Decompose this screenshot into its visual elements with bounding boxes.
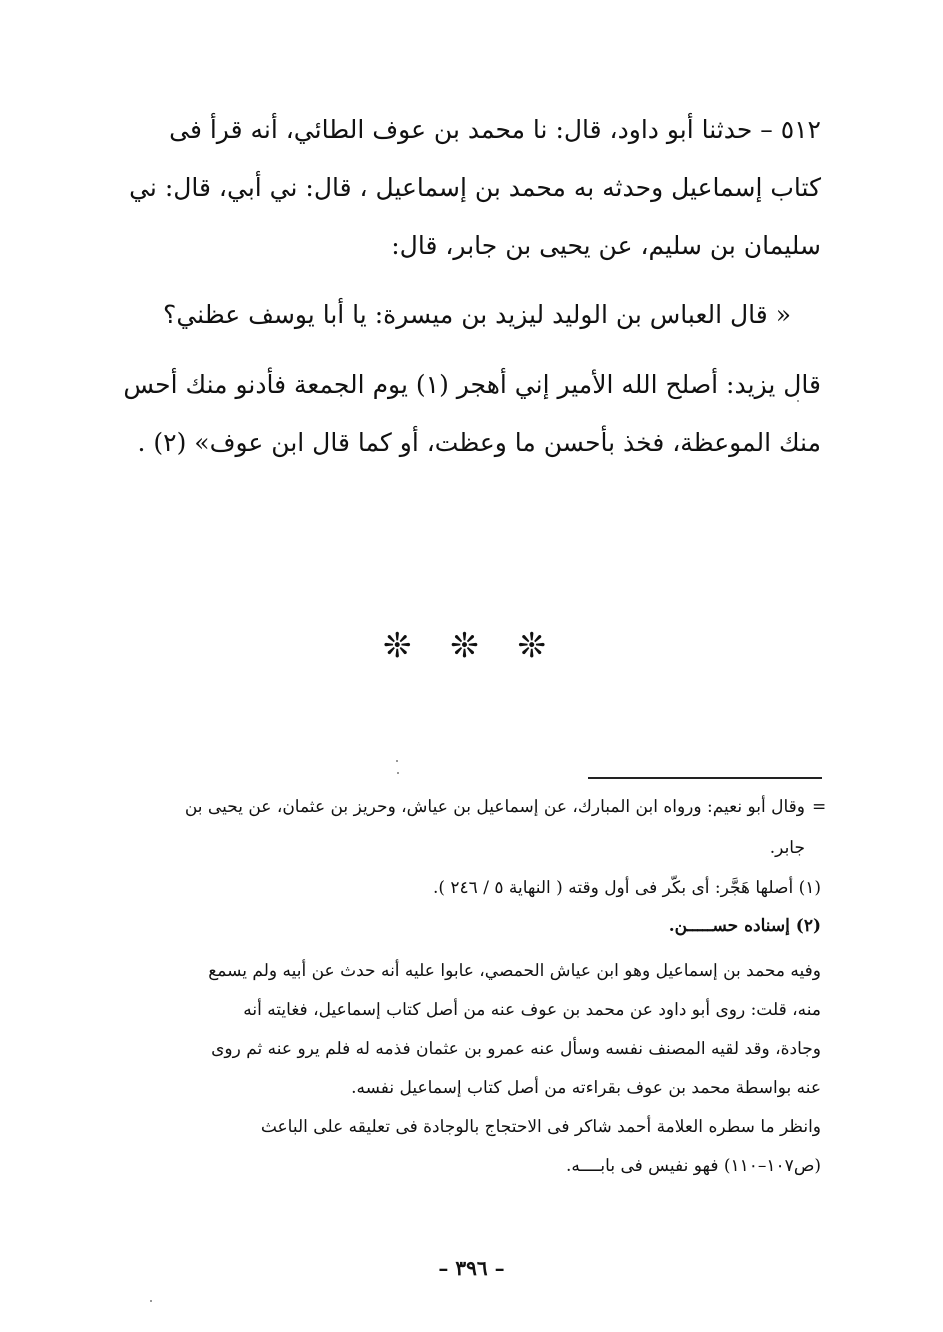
footnote-2-body-line-1: وفيه محمد بن إسماعيل وهو ابن عياش الحمصي، عابوا عليه أنه حدث عن أبيه ولم يسمع [208,961,821,981]
hadith-line-3: سليمان بن سليم، عن يحيى بن جابر، قال: [391,231,821,260]
footnote-continuation-line-2: جابر. [769,838,805,858]
footnote-2-body-line-4: عنه بواسطة محمد بن عوف بقراءته من أصل كتاب إسماعيل نفسه. [351,1078,821,1098]
hadith-quote-line-1: « قال العباس بن الوليد ليزيد بن ميسرة: يا أبا يوسف عظني؟ [163,300,791,329]
footnote-1: (١) أصلها هَجَّر: أى بكّر فى أول وقته ( النهاية ٥ / ٢٤٦ ). [432,878,821,898]
scan-speck [396,760,398,762]
hadith-quote-line-2: قال يزيد: أصلح الله الأمير إني أهجر (١) يوم الجمعة فأدنو منك أحس [123,370,821,399]
hadith-quote-line-3: منك الموعظة، فخذ بأحسن ما وعظت، أو كما قال ابن عوف» (٢) . [137,428,821,457]
footnote-2-heading: (٢) إسناده حســـــن. [668,916,821,936]
footnote-2-body-line-5: وانظر ما سطره العلامة أحمد شاكر فى الاحتجاج بالوجادة فى تعليقه على الباعث [260,1117,821,1137]
hadith-line-2: كتاب إسماعيل وحدثه به محمد بن إسماعيل ، قال: ني أبي، قال: ني [129,173,821,202]
scan-speck [150,1300,152,1302]
scan-speck [797,400,799,402]
footnote-2-body-line-3: وجادة، وقد لقيه المصنف نفسه وسأل عنه عمرو بن عثمان فذمه له فلم يرو عنه ثم روى [211,1039,821,1059]
footnote-2-body-line-6: (ص١٠٧–١١٠) فهو نفيس فى بابــــه. [565,1156,821,1176]
scan-speck [397,772,399,774]
page-number: – ٣٩٦ – [438,1256,505,1280]
hadith-line-1: ٥١٢ – حدثنا أبو داود، قال: نا محمد بن عوف الطائي، أنه قرأ فى [169,115,821,144]
footnote-2-body-line-2: منه، قلت: روى أبو داود عن محمد بن عوف عنه من أصل كتاب إسماعيل، فغايته أنه [243,1000,821,1020]
footnote-separator [588,777,822,779]
footnote-continuation-line-1: وقال أبو نعيم: ورواه ابن المبارك، عن إسماعيل بن عياش، وحريز بن عثمان، عن يحيى بن [184,797,805,817]
continuation-mark: = [812,797,827,817]
section-ornament: ❊ ❊ ❊ [382,626,561,666]
